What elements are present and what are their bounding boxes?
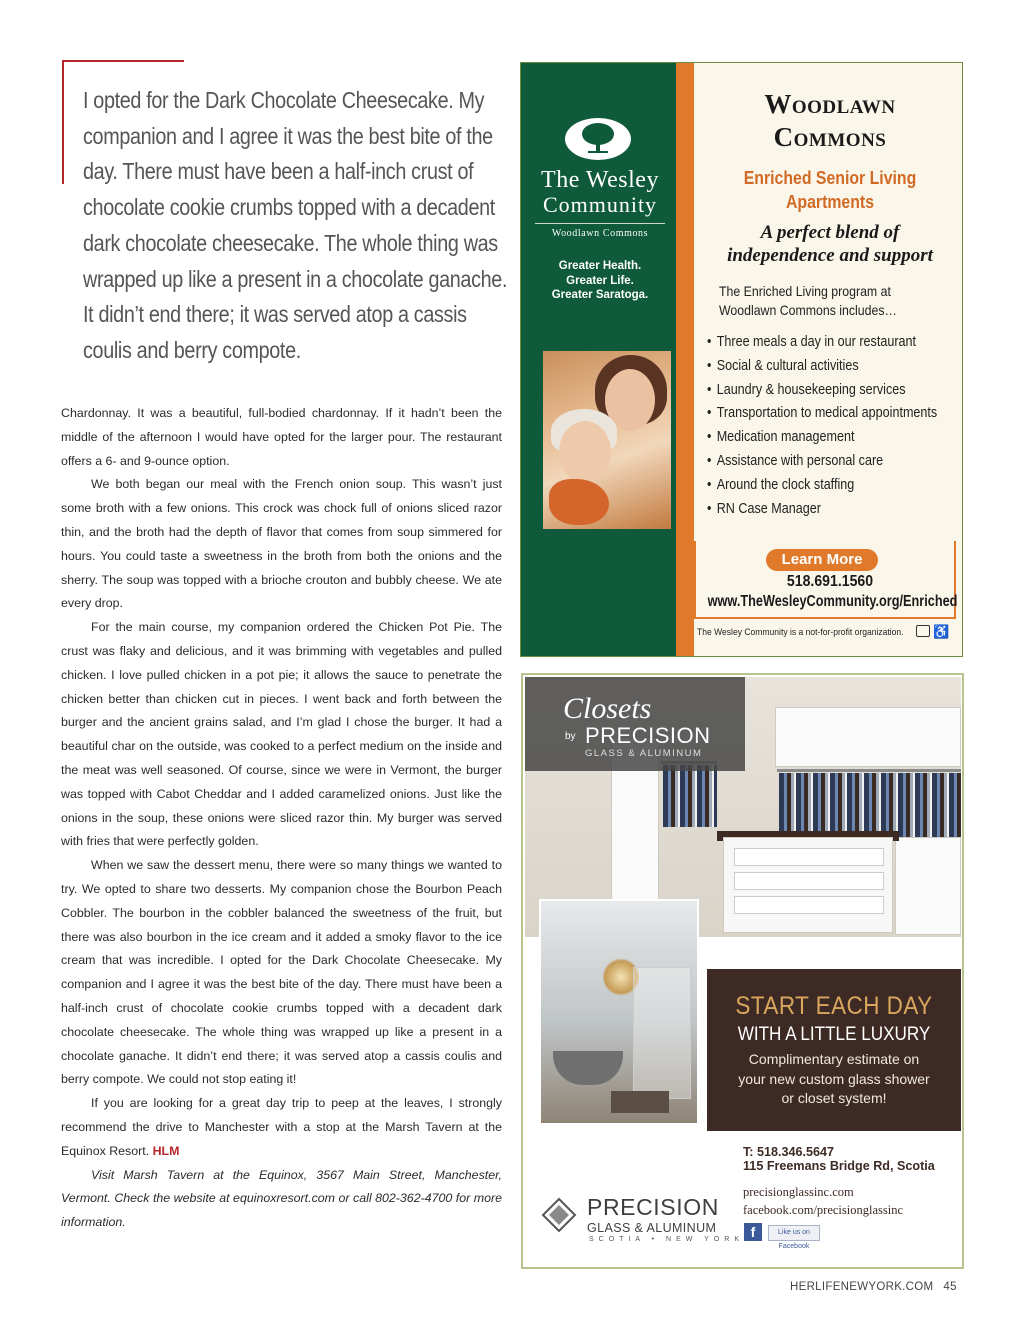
precision-phone[interactable]: T: 518.346.5647 bbox=[743, 1145, 835, 1159]
estimate-line: your new custom glass shower bbox=[738, 1070, 930, 1087]
pullquote-line: day. There must have been a half-inch crust of bbox=[83, 158, 474, 185]
wesley-website-link[interactable]: www.TheWesleyCommunity.org/Enriched bbox=[707, 593, 958, 610]
pullquote-line: It didn’t end there; it was served atop a cassis bbox=[83, 301, 467, 328]
precision-glass-ad[interactable] bbox=[521, 673, 964, 1269]
drawer bbox=[734, 848, 884, 866]
logo-divider bbox=[535, 223, 665, 224]
pullquote-line: dark chocolate cheesecake. The whole thing was bbox=[83, 229, 498, 256]
precision-brand-name: PRECISION bbox=[587, 1194, 719, 1220]
list-item: • Transportation to medical appointments bbox=[707, 402, 953, 426]
pullquote-rule-left bbox=[62, 60, 64, 184]
logo-subtitle: Woodlawn Commons bbox=[551, 228, 649, 239]
hanging-clothes bbox=[779, 773, 961, 837]
drawer bbox=[734, 872, 884, 890]
tagline-line: Greater Life. bbox=[566, 274, 634, 287]
logo-precision-text: PRECISION bbox=[585, 723, 711, 748]
article-paragraph: We both began our meal with the French onion soup. This wasn’t just some broth with a few onions. This crock was chock full of onions sliced razor thin, and the broth had the depth of flavor that comes from soup simmered for hours. You could taste a sweetness in the broth from both the onions and the sherry. The soup was topped with a brioche crouton and bubbly cheese. We ate every drop. bbox=[61, 477, 502, 611]
bathtub bbox=[553, 1051, 623, 1085]
blend-line: independence and support bbox=[727, 245, 933, 266]
drawer bbox=[734, 896, 884, 914]
tagline-line: Greater Health. bbox=[558, 260, 642, 272]
wesley-community-ad[interactable] bbox=[520, 62, 963, 657]
closet-island bbox=[723, 837, 893, 933]
program-intro bbox=[719, 282, 930, 320]
bathroom-photo bbox=[539, 899, 699, 1125]
precision-address: 115 Freemans Bridge Rd, Scotia bbox=[743, 1159, 935, 1173]
logo-line-1: The Wesley bbox=[541, 167, 659, 193]
article-paragraph: For the main course, my companion ordered the Chicken Pot Pie. The crust was flaky and delicious, and it was brimming with vegetables and pulled chicken. I love pulled chicken in a pot pie; it allows the sauce to penetrate the chicken better than chicken cut in pieces. I went back and forth between the burger and the ancient grains salad, and I’m glad I chose the burger. It had a beautiful char on the outside, was cooked to a perfect medium on the inside and the meat was well seasoned. Of course, since we were in Vermont, the burger was topped with Cabot Cheddar and I added caramelized onions. Just like the onions in the soup, these onions were sliced razor thin. My burger was served with fries that were perfectly golden. bbox=[61, 620, 502, 849]
perfect-blend-tagline bbox=[696, 221, 963, 267]
wesley-logo bbox=[525, 167, 675, 239]
blend-line: A perfect blend of bbox=[760, 222, 900, 243]
photo-detail bbox=[549, 479, 609, 525]
facebook-icon[interactable]: f bbox=[744, 1223, 762, 1241]
program-line: Woodlawn Commons includes… bbox=[719, 302, 897, 318]
list-item: • Laundry & housekeeping services bbox=[707, 379, 953, 403]
article-paragraph-text: If you are looking for a great day trip to peep at the leaves, I strongly recommend the drive to Manchester with a stop at the Marsh Tavern at the Equinox Resort. bbox=[61, 1096, 502, 1158]
precision-brand-sub: GLASS & ALUMINUM bbox=[587, 1221, 717, 1235]
greater-tagline bbox=[535, 259, 665, 303]
photo-detail bbox=[559, 421, 611, 483]
tagline-line: Greater Saratoga. bbox=[551, 289, 649, 301]
enriched-line: Apartments bbox=[785, 192, 875, 212]
precision-links bbox=[743, 1184, 963, 1219]
precision-location: SCOTIA • NEW YORK bbox=[589, 1236, 744, 1243]
venue-info: Visit Marsh Tavern at the Equinox, 3567 Main Street, Manchester, Vermont. Check the website at equinoxresort.com or call 802-362-4700 for more information. bbox=[61, 1167, 502, 1230]
logo-line-2: Community bbox=[542, 192, 658, 217]
pullquote-line: chocolate cookie crumbs topped with a decadent bbox=[83, 194, 495, 221]
facebook-like-button[interactable]: Like us on Facebook bbox=[768, 1225, 820, 1241]
learn-more-button[interactable]: Learn More bbox=[766, 549, 878, 571]
list-item: • Around the clock staffing bbox=[707, 474, 953, 498]
pullquote-line: coulis and berry compote. bbox=[83, 336, 301, 363]
list-item: • RN Case Manager bbox=[707, 498, 953, 522]
pullquote-line: wrapped up like a present in a chocolate ganache. bbox=[83, 265, 508, 292]
title-line: Woodlawn bbox=[764, 89, 896, 119]
logo-closets-text: Closets bbox=[563, 692, 652, 725]
article-paragraph: When we saw the dessert menu, there were so many things we wanted to try. We opted to share two desserts. My companion chose the Bourbon Peach Cobbler. The bourbon in the cobbler balanced the sweetness of the fruit, but there was also bourbon in the ice cream and it added a smoky flavor to the ice cream that was incredible. I opted for the Dark Chocolate Cheesecake. My companion and I agree it was the best bite of the day. There must have been a half-inch crust of chocolate cookie crumbs topped with a decadent dark chocolate cheesecake. The whole thing was wrapped up like a present in a chocolate ganache. It didn’t end there; it was served atop a cassis coulis and berry compote. We could not stop eating it! bbox=[61, 858, 502, 1087]
bath-rug bbox=[611, 1091, 669, 1113]
page-number: 45 bbox=[943, 1281, 957, 1293]
list-item: • Assistance with personal care bbox=[707, 450, 953, 474]
closet-cabinet bbox=[895, 837, 961, 935]
estimate-line: Complimentary estimate on bbox=[748, 1051, 920, 1067]
article-paragraph-last bbox=[61, 1092, 502, 1163]
feature-list bbox=[707, 331, 953, 521]
closets-logo bbox=[525, 677, 745, 771]
enriched-line: Enriched Senior Living bbox=[743, 168, 917, 188]
ad-orange-stripe bbox=[676, 63, 694, 656]
estimate-text bbox=[707, 1050, 961, 1109]
list-item: • Social & cultural activities bbox=[707, 355, 953, 379]
footer-site[interactable]: HERLIFENEWYORK.COM bbox=[790, 1281, 934, 1293]
headline-luxury: WITH A LITTLE LUXURY bbox=[737, 1024, 931, 1045]
seniors-photo bbox=[543, 351, 671, 529]
article-paragraph: Chardonnay. It was a beautiful, full-bodied chardonnay. If it hadn’t been the middle of the afternoon I would have opted for the larger pour. The restaurant offers a 6- and 9-ounce option. bbox=[61, 406, 502, 468]
page-footer bbox=[790, 1281, 957, 1293]
pullquote bbox=[83, 83, 508, 369]
precision-website-link[interactable]: precisionglassinc.com bbox=[743, 1185, 854, 1199]
nonprofit-note: The Wesley Community is a not-for-profit organization. bbox=[697, 627, 904, 638]
program-line: The Enriched Living program at bbox=[719, 283, 891, 299]
hanging-clothes bbox=[663, 765, 717, 827]
precision-contact bbox=[743, 1145, 963, 1173]
signoff-hlm: HLM bbox=[152, 1143, 180, 1158]
enriched-senior-living bbox=[712, 166, 948, 214]
wesley-phone[interactable]: 518.691.1560 bbox=[786, 573, 874, 590]
closet-cabinet bbox=[775, 707, 961, 767]
glass-shower bbox=[633, 967, 691, 1099]
accessibility-icon: ♿ bbox=[933, 624, 950, 639]
list-item: • Three meals a day in our restaurant bbox=[707, 331, 953, 355]
logo-by-text: by bbox=[565, 731, 576, 742]
tree-logo-icon bbox=[565, 118, 631, 160]
equal-housing-icon bbox=[916, 625, 930, 637]
headline-start: START EACH DAY bbox=[735, 992, 933, 1020]
closet-rod bbox=[777, 769, 961, 772]
title-line: Commons bbox=[773, 122, 887, 152]
article-body bbox=[61, 402, 502, 1235]
pullquote-line: companion and I agree it was the best bite of the bbox=[83, 122, 493, 149]
pullquote-line: I opted for the Dark Chocolate Cheesecake. My bbox=[83, 87, 485, 113]
precision-facebook-link[interactable]: facebook.com/precisionglassinc bbox=[743, 1202, 904, 1217]
woodlawn-commons-title bbox=[696, 88, 963, 154]
logo-glass-aluminum: GLASS & ALUMINUM bbox=[585, 748, 703, 759]
list-item: • Medication management bbox=[707, 426, 953, 450]
estimate-line: or closet system! bbox=[781, 1090, 887, 1106]
precision-diamond-icon bbox=[541, 1197, 577, 1233]
pullquote-rule-top bbox=[62, 60, 184, 62]
